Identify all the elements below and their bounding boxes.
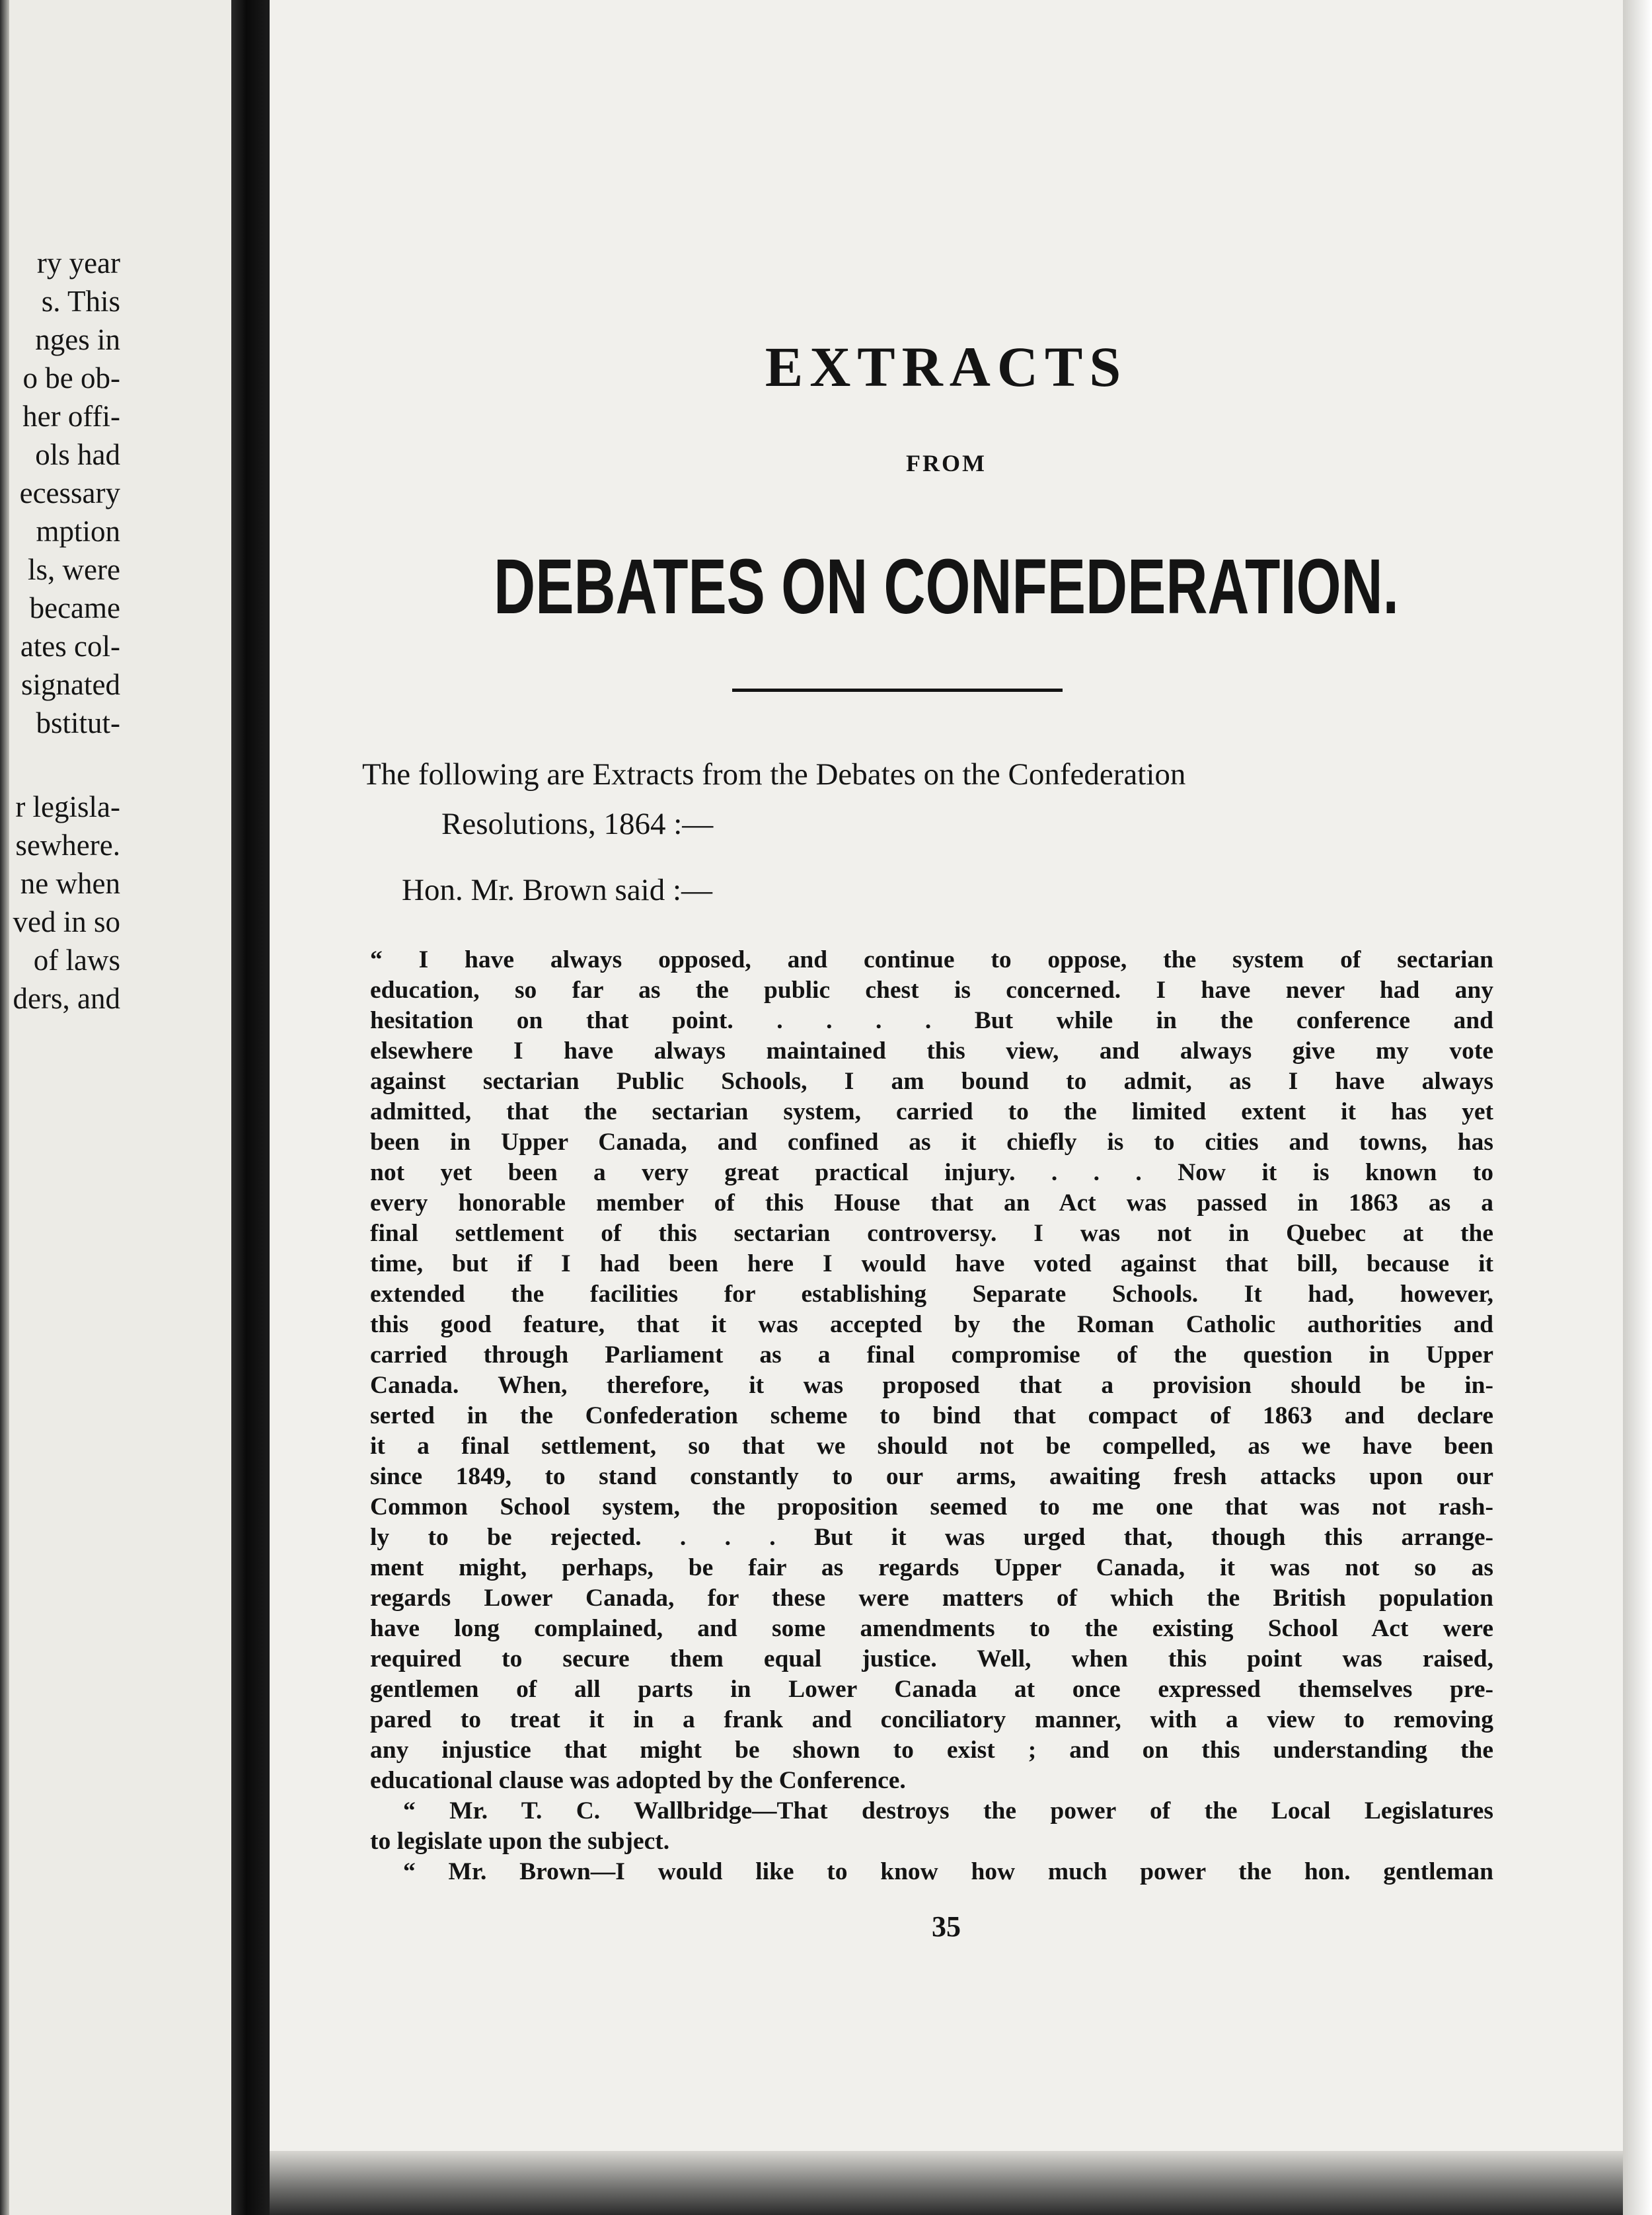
text-line: Common School system, the proposition seemed to me one that was not rash- xyxy=(370,1493,1493,1520)
left-page-line: her offi- xyxy=(22,400,120,433)
left-page-line: ders, and xyxy=(13,982,120,1015)
left-page-line: became xyxy=(29,591,120,624)
left-page-line: ls, were xyxy=(28,553,120,586)
text-line: admitted, that the sectarian system, carried to the limited extent it has yet xyxy=(370,1098,1493,1125)
left-page-line: ved in so xyxy=(13,905,120,938)
left-page-line: of laws xyxy=(33,944,120,977)
left-page-line: r legisla- xyxy=(15,790,120,823)
left-page-line: nges in xyxy=(35,323,120,356)
left-page-line: bstitut- xyxy=(36,706,120,739)
title-divider xyxy=(732,689,1063,692)
text-line: against sectarian Public Schools, I am bound to admit, as I have always xyxy=(370,1068,1493,1095)
page-title: EXTRACTS xyxy=(765,335,1128,398)
left-page-line: o be ob- xyxy=(22,361,120,394)
text-line: pared to treat it in a frank and conciliatory manner, with a view to removing xyxy=(370,1706,1493,1733)
speaker-heading: Hon. Mr. Brown said :— xyxy=(402,873,712,907)
text-line: not yet been a very great practical injury. . . . Now it is known to xyxy=(370,1159,1493,1186)
left-page-line: s. This xyxy=(41,285,120,318)
text-line: any injustice that might be shown to exist ; and on this understanding the xyxy=(370,1737,1493,1764)
left-page-line: sewhere. xyxy=(15,829,120,862)
quotation-body xyxy=(370,945,1493,1887)
text-line: to legislate upon the subject. xyxy=(370,1828,670,1855)
left-page-line: ates col- xyxy=(20,630,120,663)
book-gutter xyxy=(231,0,270,2215)
text-line: “ I have always opposed, and continue to oppose, the system of sectarian xyxy=(370,946,1493,973)
text-line: every honorable member of this House that an Act was passed in 1863 as a xyxy=(370,1189,1493,1217)
page-number: 35 xyxy=(932,1910,961,1943)
text-line: carried through Parliament as a final compromise of the question in Upper xyxy=(370,1341,1493,1369)
intro-line: Resolutions, 1864 :— xyxy=(441,807,714,841)
text-line: gentlemen of all parts in Lower Canada at once expressed themselves pre- xyxy=(370,1676,1493,1703)
text-line: extended the facilities for establishing Separate Schools. It had, however, xyxy=(370,1281,1493,1308)
page-subtitle: DEBATES ON CONFEDERATION. xyxy=(494,543,1399,630)
intro-line: The following are Extracts from the Debates on the Confederation xyxy=(362,757,1186,792)
text-line: final settlement of this sectarian controversy. I was not in Quebec at the xyxy=(370,1220,1493,1247)
text-line: time, but if I had been here I would have voted against that bill, because it xyxy=(370,1250,1493,1277)
left-page-line: ne when xyxy=(20,867,120,900)
text-line: “ Mr. Brown—I would like to know how much power the hon. gentleman xyxy=(403,1858,1493,1885)
left-page-line: ols had xyxy=(35,438,120,471)
text-line: serted in the Confederation scheme to bind that compact of 1863 and declare xyxy=(370,1402,1493,1429)
text-line: hesitation on that point. . . . . But while in the conference and xyxy=(370,1007,1493,1034)
left-facing-page xyxy=(0,0,231,2215)
text-line: education, so far as the public chest is concerned. I have never had any xyxy=(370,977,1493,1004)
page-bottom-edge xyxy=(270,2151,1623,2215)
text-line: regards Lower Canada, for these were matters of which the British population xyxy=(370,1585,1493,1612)
text-line: required to secure them equal justice. Well, when this point was raised, xyxy=(370,1645,1493,1672)
text-line: Canada. When, therefore, it was proposed that a provision should be in- xyxy=(370,1372,1493,1399)
text-line: educational clause was adopted by the Conference. xyxy=(370,1767,906,1794)
title-from: FROM xyxy=(906,450,987,476)
left-page-line: signated xyxy=(21,668,120,701)
main-page xyxy=(270,0,1623,2215)
text-line: this good feature, that it was accepted by the Roman Catholic authorities and xyxy=(370,1311,1493,1338)
text-line: ment might, perhaps, be fair as regards Upper Canada, it was not so as xyxy=(370,1554,1493,1581)
text-line: ly to be rejected. . . . But it was urged that, though this arrange- xyxy=(370,1524,1493,1551)
left-page-line: mption xyxy=(36,515,120,548)
left-page-line: ecessary xyxy=(19,476,120,509)
page-right-edge xyxy=(1623,0,1652,2215)
text-line: been in Upper Canada, and confined as it chiefly is to cities and towns, has xyxy=(370,1129,1493,1156)
text-line: elsewhere I have always maintained this view, and always give my vote xyxy=(370,1037,1493,1065)
text-line: since 1849, to stand constantly to our arms, awaiting fresh attacks upon our xyxy=(370,1463,1493,1490)
page-edge-shadow xyxy=(0,0,9,2215)
text-line: it a final settlement, so that we should not be compelled, as we have been xyxy=(370,1433,1493,1460)
text-line: have long complained, and some amendments to the existing School Act were xyxy=(370,1615,1493,1642)
left-page-line: ry year xyxy=(36,246,120,280)
text-line: “ Mr. T. C. Wallbridge—That destroys the power of the Local Legislatures xyxy=(403,1797,1493,1824)
